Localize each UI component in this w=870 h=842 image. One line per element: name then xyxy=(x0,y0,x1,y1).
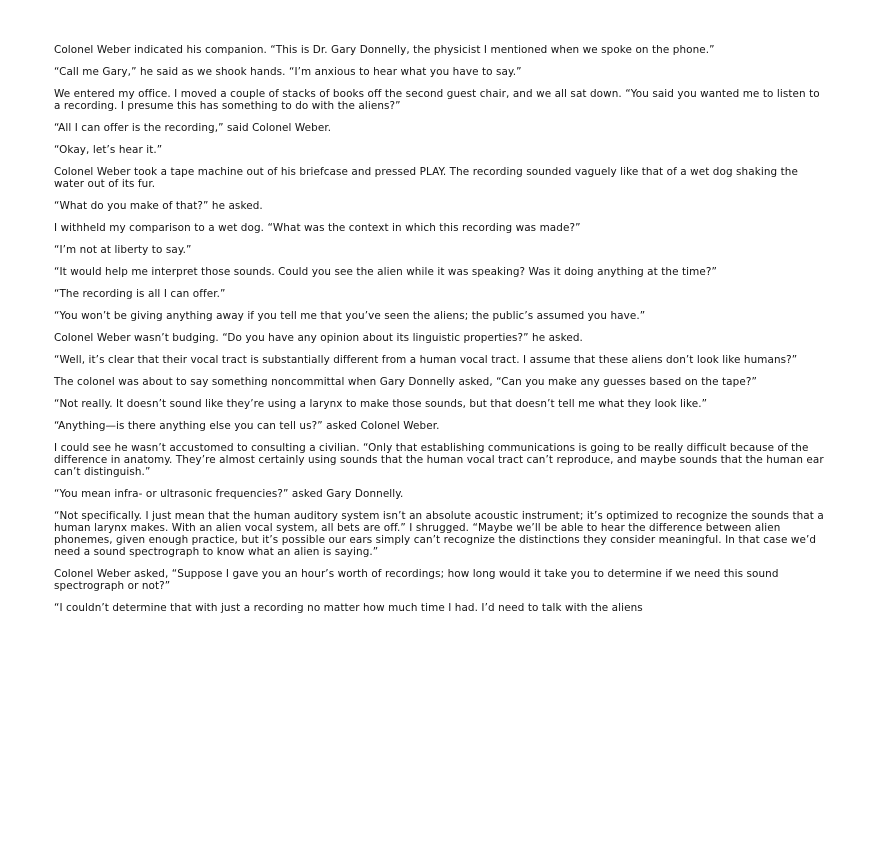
paragraph: Colonel Weber indicated his companion. “This is Dr. Gary Donnelly, the physicist I mentioned when we spoke on the phone.” xyxy=(54,44,715,56)
paragraph: “What do you make of that?” he asked. xyxy=(54,200,263,212)
paragraph: “Well, it’s clear that their vocal tract is substantially different from a human vocal tract. I assume that these aliens don’t look like humans?” xyxy=(54,354,798,366)
paragraph: Colonel Weber asked, “Suppose I gave you an hour’s worth of recordings; how long would it take you to determine if we need this sound spectrograph or not?” xyxy=(54,568,779,592)
document-page xyxy=(54,44,824,624)
paragraph: “I couldn’t determine that with just a recording no matter how much time I had. I’d need to talk with the aliens xyxy=(54,602,643,614)
paragraph: We entered my office. I moved a couple of stacks of books off the second guest chair, and we all sat down. “You said you wanted me to listen to a recording. I presume this has something to do with the aliens?” xyxy=(54,88,820,112)
paragraph: “You won’t be giving anything away if you tell me that you’ve seen the aliens; the public’s assumed you have.” xyxy=(54,310,646,322)
paragraph: “I’m not at liberty to say.” xyxy=(54,244,192,256)
paragraph: “It would help me interpret those sounds. Could you see the alien while it was speaking? Was it doing anything at the time?” xyxy=(54,266,717,278)
paragraph: “Anything—is there anything else you can tell us?” asked Colonel Weber. xyxy=(54,420,440,432)
paragraph: The colonel was about to say something noncommittal when Gary Donnelly asked, “Can you make any guesses based on the tape?” xyxy=(54,376,757,388)
paragraph: “Okay, let’s hear it.” xyxy=(54,144,163,156)
paragraph: “The recording is all I can offer.” xyxy=(54,288,226,300)
paragraph: Colonel Weber took a tape machine out of his briefcase and pressed PLAY. The recording sounded vaguely like that of a wet dog shaking the water out of its fur. xyxy=(54,166,798,190)
paragraph: “Not specifically. I just mean that the human auditory system isn’t an absolute acoustic instrument; it’s optimized to recognize the sounds that a human larynx makes. With an alien vocal system, all bets are off.” I shrugged. “Maybe we’ll be able to hear the difference between alien phonemes, given enough practice, but it’s possible our ears simply can’t recognize the distinctions they consider meaningful. In that case we’d need a sound spectrograph to know what an alien is saying.” xyxy=(54,510,824,558)
paragraph: I withheld my comparison to a wet dog. “What was the context in which this recording was made?” xyxy=(54,222,581,234)
paragraph: “All I can offer is the recording,” said Colonel Weber. xyxy=(54,122,332,134)
paragraph: Colonel Weber wasn’t budging. “Do you have any opinion about its linguistic properties?” he asked. xyxy=(54,332,583,344)
paragraph: “Call me Gary,” he said as we shook hands. “I’m anxious to hear what you have to say.” xyxy=(54,66,522,78)
paragraph: “Not really. It doesn’t sound like they’re using a larynx to make those sounds, but that doesn’t tell me what they look like.” xyxy=(54,398,708,410)
paragraph: “You mean infra- or ultrasonic frequencies?” asked Gary Donnelly. xyxy=(54,488,404,500)
paragraph: I could see he wasn’t accustomed to consulting a civilian. “Only that establishing communications is going to be really difficult because of the difference in anatomy. They’re almost certainly using sounds that the human vocal tract can’t reproduce, and maybe sounds that the human ear can’t distinguish.” xyxy=(54,442,824,478)
